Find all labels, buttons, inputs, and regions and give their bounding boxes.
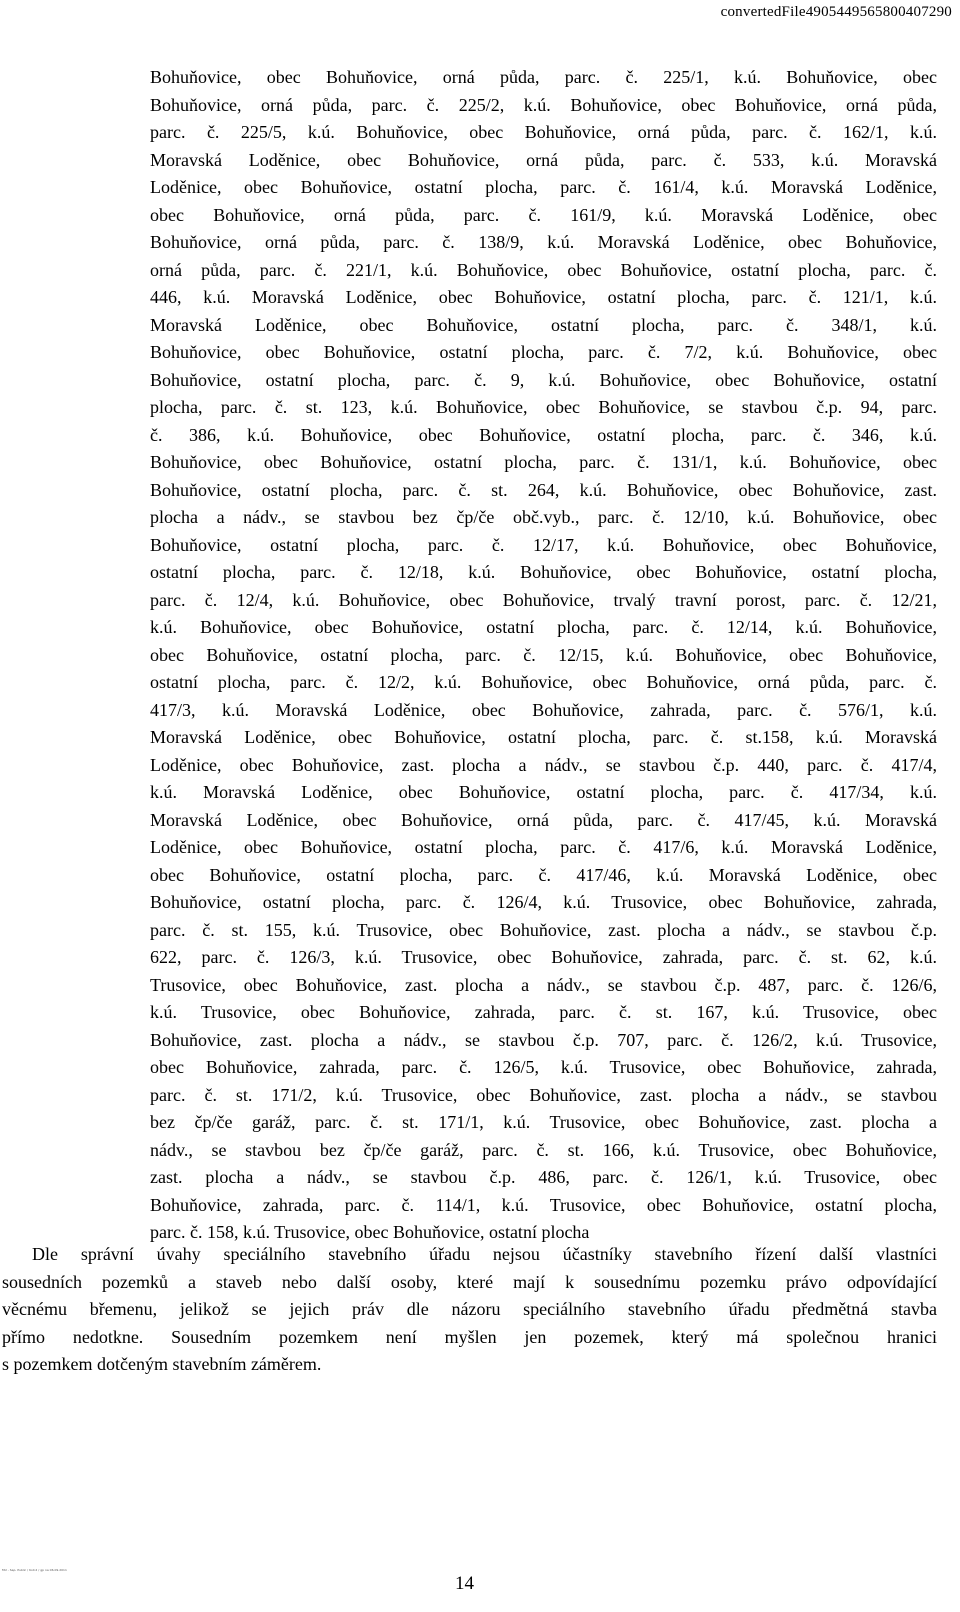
parcel-list-line: Bohuňovice, obec Bohuňovice, ostatní plocha, parc. č. 7/2, k.ú. Bohuňovice, obec <box>150 342 937 362</box>
parcel-list-line: ostatní plocha, parc. č. 12/18, k.ú. Bohuňovice, obec Bohuňovice, ostatní plocha, <box>150 562 937 582</box>
parcel-list-line: parc. č. st. 171/2, k.ú. Trusovice, obec Bohuňovice, zast. plocha a nádv., se stavbou <box>150 1084 937 1105</box>
parcel-list-line: Bohuňovice, ostatní plocha, parc. č. 9, k.ú. Bohuňovice, obec Bohuňovice, ostatní <box>150 369 937 390</box>
parcel-list-line: Bohuňovice, zahrada, parc. č. 114/1, k.ú. Trusovice, obec Bohuňovice, ostatní plocha, <box>150 1194 937 1215</box>
parcel-list-line: parc. č. 158, k.ú. Trusovice, obec Bohuňovice, ostatní plocha <box>150 1222 590 1242</box>
parcel-list-line: Moravská Loděnice, obec Bohuňovice, orná půda, parc. č. 533, k.ú. Moravská <box>150 149 937 170</box>
participants-paragraph <box>2 1241 937 1379</box>
parcel-list-line: parc. č. st. 155, k.ú. Trusovice, obec Bohuňovice, zast. plocha a nádv., se stavbou č.p. <box>150 919 937 940</box>
parcel-list-line: č. 386, k.ú. Bohuňovice, obec Bohuňovice, ostatní plocha, parc. č. 346, k.ú. <box>150 424 937 445</box>
parcel-list-line: Moravská Loděnice, obec Bohuňovice, ostatní plocha, parc. č. 348/1, k.ú. <box>150 314 937 335</box>
parcel-list-line: obec Bohuňovice, ostatní plocha, parc. č. 12/15, k.ú. Bohuňovice, obec Bohuňovice, <box>150 644 937 665</box>
parcel-list-line: Bohuňovice, obec Bohuňovice, orná půda, parc. č. 225/1, k.ú. Bohuňovice, obec <box>150 67 937 87</box>
parcel-list-line: zast. plocha a nádv., se stavbou č.p. 486, parc. č. 126/1, k.ú. Trusovice, obec <box>150 1167 937 1187</box>
parcel-list-line: plocha a nádv., se stavbou bez čp/če obč.vyb., parc. č. 12/10, k.ú. Bohuňovice, obec <box>150 507 937 527</box>
document-file-id: convertedFile4905449565800407290 <box>720 4 952 20</box>
parcel-list-line: bez čp/če garáž, parc. č. st. 171/1, k.ú. Trusovice, obec Bohuňovice, zast. plocha a <box>150 1112 937 1132</box>
parcel-list-line: obec Bohuňovice, zahrada, parc. č. 126/5, k.ú. Trusovice, obec Bohuňovice, zahrada, <box>150 1057 937 1077</box>
page-number: 14 <box>455 1573 474 1594</box>
parcel-list-line: Bohuňovice, orná půda, parc. č. 138/9, k.ú. Moravská Loděnice, obec Bohuňovice, <box>150 232 937 252</box>
parcel-list-line: 417/3, k.ú. Moravská Loděnice, obec Bohuňovice, zahrada, parc. č. 576/1, k.ú. <box>150 699 937 720</box>
parcel-list-line: parc. č. 225/5, k.ú. Bohuňovice, obec Bohuňovice, orná půda, parc. č. 162/1, k.ú. <box>150 122 937 142</box>
parcel-list-line: Loděnice, obec Bohuňovice, zast. plocha a nádv., se stavbou č.p. 440, parc. č. 417/4, <box>150 754 937 775</box>
parcel-list-line: parc. č. 12/4, k.ú. Bohuňovice, obec Bohuňovice, trvalý travní porost, parc. č. 12/21, <box>150 589 937 610</box>
parcel-list-line: obec Bohuňovice, orná půda, parc. č. 161/9, k.ú. Moravská Loděnice, obec <box>150 204 937 225</box>
parcel-list-line: k.ú. Moravská Loděnice, obec Bohuňovice, ostatní plocha, parc. č. 417/34, k.ú. <box>150 782 937 802</box>
paragraph-line: přímo nedotkne. Sousedním pozemkem není myšlen jen pozemek, který má společnou hranici <box>2 1326 937 1347</box>
parcel-list-line: Bohuňovice, ostatní plocha, parc. č. 126/4, k.ú. Trusovice, obec Bohuňovice, zahrada, <box>150 892 937 912</box>
parcel-list-line: nádv., se stavbou bez čp/če garáž, parc. č. st. 166, k.ú. Trusovice, obec Bohuňovice, <box>150 1139 937 1160</box>
parcel-list-line: 446, k.ú. Moravská Loděnice, obec Bohuňovice, ostatní plocha, parc. č. 121/1, k.ú. <box>150 287 937 307</box>
parcel-list-line: Bohuňovice, zast. plocha a nádv., se stavbou č.p. 707, parc. č. 126/2, k.ú. Trusovice, <box>150 1029 937 1050</box>
parcel-list-line: ostatní plocha, parc. č. 12/2, k.ú. Bohuňovice, obec Bohuňovice, orná půda, parc. č. <box>150 672 937 692</box>
paragraph-line: s pozemkem dotčeným stavebním záměrem. <box>2 1354 322 1374</box>
footer-fine-print: MU - Sap. Public / Koll.2 / gp na 06.09.2011 <box>2 1568 67 1572</box>
parcel-list-line: Moravská Loděnice, obec Bohuňovice, orná půda, parc. č. 417/45, k.ú. Moravská <box>150 809 937 830</box>
parcel-list-line: Moravská Loděnice, obec Bohuňovice, ostatní plocha, parc. č. st.158, k.ú. Moravská <box>150 727 937 747</box>
parcel-list-line: Loděnice, obec Bohuňovice, ostatní plocha, parc. č. 161/4, k.ú. Moravská Loděnice, <box>150 177 937 197</box>
parcel-list-text <box>150 64 937 1247</box>
paragraph-line: věcnému břemenu, jelikož se jejich práv dle názoru speciálního stavebního úřadu předmětná stavba <box>2 1299 937 1319</box>
parcel-list-line: k.ú. Bohuňovice, obec Bohuňovice, ostatní plocha, parc. č. 12/14, k.ú. Bohuňovice, <box>150 617 937 637</box>
parcel-list-line: orná půda, parc. č. 221/1, k.ú. Bohuňovice, obec Bohuňovice, ostatní plocha, parc. č. <box>150 259 937 280</box>
paragraph-line: sousedních pozemků a staveb nebo další osoby, které mají k sousednímu pozemku právo odpovídající <box>2 1271 937 1292</box>
parcel-list-line: Loděnice, obec Bohuňovice, ostatní plocha, parc. č. 417/6, k.ú. Moravská Loděnice, <box>150 837 937 857</box>
parcel-list-line: Trusovice, obec Bohuňovice, zast. plocha a nádv., se stavbou č.p. 487, parc. č. 126/6, <box>150 974 937 995</box>
paragraph-line: Dle správní úvahy speciálního stavebního úřadu nejsou účastníky stavebního řízení další vlastníci <box>32 1244 937 1264</box>
parcel-list-line: Bohuňovice, ostatní plocha, parc. č. 12/17, k.ú. Bohuňovice, obec Bohuňovice, <box>150 534 937 555</box>
parcel-list-line: obec Bohuňovice, ostatní plocha, parc. č. 417/46, k.ú. Moravská Loděnice, obec <box>150 864 937 885</box>
parcel-list-line: plocha, parc. č. st. 123, k.ú. Bohuňovice, obec Bohuňovice, se stavbou č.p. 94, parc. <box>150 397 937 417</box>
parcel-list-line: Bohuňovice, orná půda, parc. č. 225/2, k.ú. Bohuňovice, obec Bohuňovice, orná půda, <box>150 94 937 115</box>
parcel-list-line: k.ú. Trusovice, obec Bohuňovice, zahrada, parc. č. st. 167, k.ú. Trusovice, obec <box>150 1002 937 1022</box>
parcel-list-line: 622, parc. č. 126/3, k.ú. Trusovice, obec Bohuňovice, zahrada, parc. č. st. 62, k.ú. <box>150 947 937 967</box>
parcel-list-line: Bohuňovice, obec Bohuňovice, ostatní plocha, parc. č. 131/1, k.ú. Bohuňovice, obec <box>150 452 937 472</box>
parcel-list-line: Bohuňovice, ostatní plocha, parc. č. st. 264, k.ú. Bohuňovice, obec Bohuňovice, zast. <box>150 479 937 500</box>
